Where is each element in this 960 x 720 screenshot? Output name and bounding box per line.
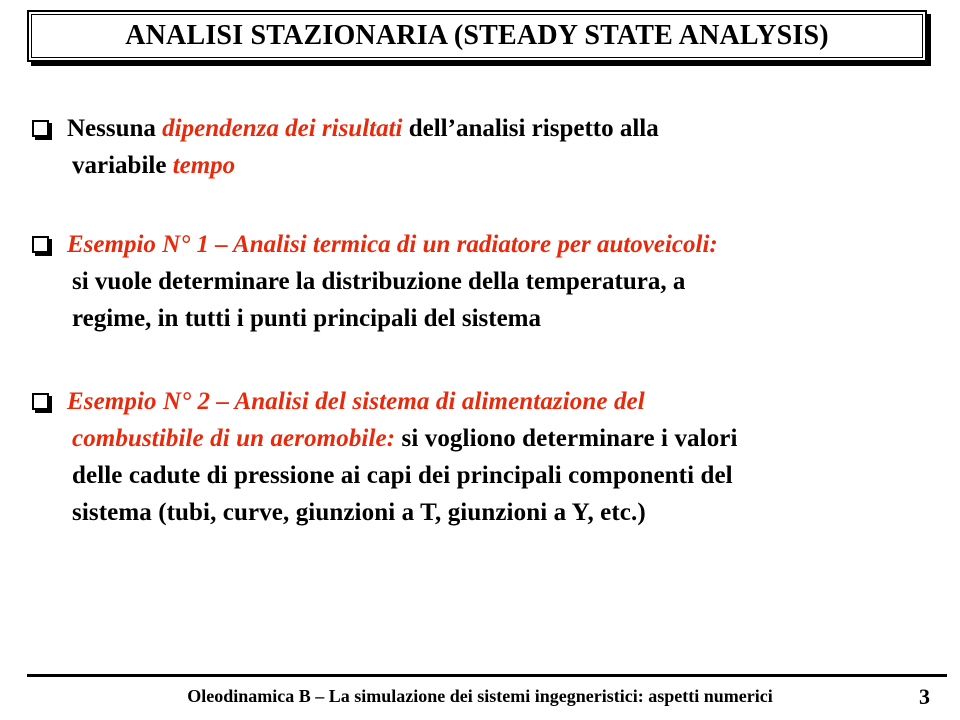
bullet-highlight: combustibile di un aeromobile: (72, 425, 396, 452)
bullet-line (32, 110, 912, 147)
bullet-text: Nessuna (67, 115, 163, 142)
bullet-line (32, 147, 912, 184)
bullet-line: regime, in tutti i punti principali del sistema (72, 305, 541, 332)
bullet-line (32, 383, 912, 420)
bullet-line: si vuole determinare la distribuzione della temperatura, a (72, 268, 686, 295)
checkbox-bullet-icon (32, 393, 49, 410)
footer-caption: Oleodinamica B – La simulazione dei sistemi ingegneristici: aspetti numerici (187, 686, 773, 706)
bullet-item-example-2 (32, 383, 912, 531)
bullet-text: variabile (72, 152, 173, 179)
page-number: 3 (919, 684, 930, 709)
bullet-text: si vogliono determinare i valori (395, 425, 738, 452)
slide-title: ANALISI STAZIONARIA (STEADY STATE ANALYSIS) (125, 20, 829, 51)
checkbox-bullet-icon (32, 120, 49, 137)
bullet-highlight: Esempio N° 1 – Analisi termica di un radiatore per autoveicoli: (67, 231, 718, 258)
title-box (27, 10, 927, 62)
bullet-highlight: tempo (172, 152, 236, 179)
bullet-text: dell’analisi rispetto alla (402, 115, 659, 142)
footer-divider (27, 674, 947, 677)
bullet-highlight: Esempio N° 2 – Analisi del sistema di alimentazione del (67, 388, 645, 415)
bullet-line (32, 226, 912, 263)
bullet-line: sistema (tubi, curve, giunzioni a T, giunzioni a Y, etc.) (72, 499, 646, 526)
checkbox-bullet-icon (32, 236, 49, 253)
bullet-line (32, 420, 912, 457)
bullet-highlight: dipendenza dei risultati (162, 115, 403, 142)
bullet-item-example-1 (32, 226, 912, 337)
bullet-item-no-time-dependence (32, 110, 912, 184)
bullet-line: delle cadute di pressione ai capi dei principali componenti del (72, 462, 733, 489)
